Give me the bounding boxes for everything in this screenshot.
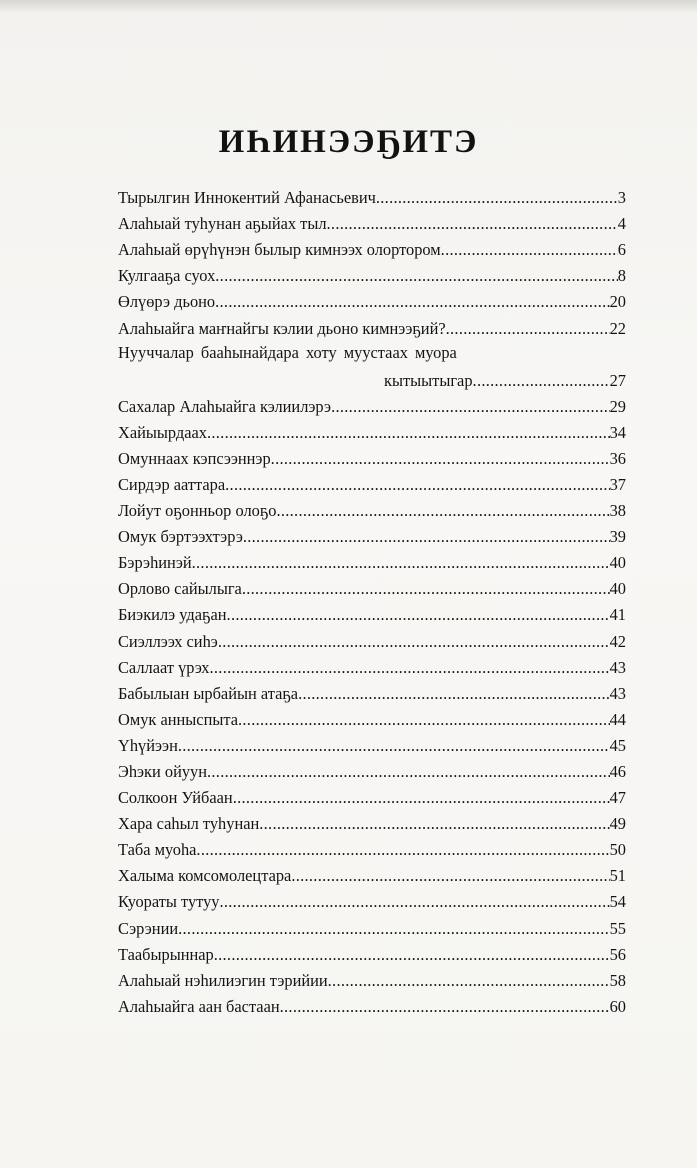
leader-dots — [218, 632, 610, 652]
leader-dots — [331, 397, 610, 417]
toc-entry-page: 50 — [609, 840, 626, 860]
toc-entry-title: Сирдэр ааттара — [118, 474, 226, 494]
toc-entry — [118, 234, 626, 260]
toc-entry-title: Омук анныспыта — [118, 709, 238, 729]
toc-entry-page: 38 — [609, 501, 626, 521]
toc-entry-page: 49 — [609, 814, 626, 834]
toc-entry-page: 6 — [617, 240, 626, 260]
toc-entry — [118, 965, 626, 991]
toc-entry-title: Алаһыайга маҥнайгы кэлии дьоно кимнээҕий? — [118, 318, 446, 338]
leader-dots — [328, 971, 610, 991]
toc-entry-page: 20 — [609, 292, 626, 312]
toc-entry-title: Үһүйээн — [118, 735, 178, 755]
leader-dots — [219, 892, 609, 912]
toc-entry-title: Куораты тутуу — [118, 892, 220, 912]
toc-entry-page: 43 — [609, 657, 626, 677]
toc-entry-page: 58 — [609, 970, 626, 990]
toc-entry-title-continued: кытыытыгар — [384, 370, 473, 390]
toc-entry-page: 4 — [617, 214, 626, 234]
leader-dots — [178, 736, 610, 756]
toc-entry-page: 45 — [609, 735, 626, 755]
toc-entry — [118, 469, 626, 495]
leader-dots — [446, 319, 610, 339]
toc-entry — [118, 260, 626, 286]
toc-entry — [118, 182, 626, 208]
leader-dots — [227, 605, 610, 625]
toc-entry-title: Нууччалар бааһынайдара хоту муустаах муора — [118, 342, 457, 362]
toc-entry-title: Таба муоһа — [118, 840, 197, 860]
toc-entry — [118, 625, 626, 651]
toc-entry — [118, 704, 626, 730]
toc-entry-title: Лойут оҕонньор олоҕо — [118, 501, 277, 521]
table-of-contents — [118, 182, 626, 1017]
toc-entry-title: Бабылыан ырбайын атаҕа — [118, 683, 299, 703]
toc-entry-page: 51 — [609, 866, 626, 886]
toc-entry-title: Биэкилэ удаҕан — [118, 605, 227, 625]
toc-entry-page: 44 — [609, 709, 626, 729]
toc-entry-title: Кулгааҕа суох — [118, 266, 216, 286]
toc-entry-title: Халыма комсомолецтара — [118, 866, 292, 886]
toc-entry-page: 34 — [609, 422, 626, 442]
toc-entry-page: 36 — [609, 448, 626, 468]
leader-dots — [210, 658, 610, 678]
toc-entry — [118, 782, 626, 808]
toc-entry — [118, 834, 626, 860]
toc-entry — [118, 417, 626, 443]
toc-entry-page: 39 — [609, 527, 626, 547]
toc-entry-title: Орлово сайылыга — [118, 579, 242, 599]
leader-dots — [243, 527, 610, 547]
toc-entry — [118, 547, 626, 573]
toc-entry-page: 43 — [609, 683, 626, 703]
toc-entry-title: Алаһыай туһунан аҕыйах тыл — [118, 214, 327, 234]
toc-entry-page: 42 — [609, 631, 626, 651]
leader-dots — [225, 475, 609, 495]
toc-entry — [118, 991, 626, 1017]
toc-entry-title: Таабырыннар — [118, 944, 214, 964]
toc-entry — [118, 939, 626, 965]
leader-dots — [196, 840, 609, 860]
toc-entry-title: Хара саһыл туһунан — [118, 814, 260, 834]
toc-entry-page: 22 — [609, 318, 626, 338]
toc-entry-page: 60 — [609, 996, 626, 1016]
toc-entry-continuation — [118, 367, 626, 391]
leader-dots — [473, 371, 610, 391]
toc-entry-page: 40 — [609, 579, 626, 599]
toc-entry — [118, 339, 626, 391]
toc-entry — [118, 573, 626, 599]
toc-entry-title: Эһэки ойуун — [118, 761, 208, 781]
toc-entry-page: 56 — [609, 944, 626, 964]
toc-entry — [118, 730, 626, 756]
leader-dots — [298, 684, 610, 704]
toc-entry — [118, 208, 626, 234]
leader-dots — [441, 240, 618, 260]
toc-entry-page: 55 — [609, 918, 626, 938]
toc-entry — [118, 286, 626, 312]
toc-entry — [118, 860, 626, 886]
toc-entry-title: Сэрэнии — [118, 918, 179, 938]
toc-entry-page: 41 — [609, 605, 626, 625]
toc-entry-page: 37 — [609, 474, 626, 494]
toc-entry-title: Бэрэһинэй — [118, 553, 192, 573]
toc-entry — [118, 521, 626, 547]
leader-dots — [178, 919, 609, 939]
toc-entry-title: Солкоон Уйбаан — [118, 788, 233, 808]
toc-entry-page: 29 — [609, 396, 626, 416]
toc-entry-title: Алаһыай нэһилиэгин тэрийии — [118, 970, 328, 990]
leader-dots — [215, 292, 609, 312]
toc-entry — [118, 599, 626, 625]
leader-dots — [214, 945, 610, 965]
toc-entry-page: 3 — [617, 188, 626, 208]
leader-dots — [259, 814, 609, 834]
toc-entry — [118, 652, 626, 678]
toc-entry — [118, 912, 626, 938]
toc-entry-title: Омук бэртээхтэрэ — [118, 527, 243, 547]
leader-dots — [291, 866, 609, 886]
page-title: ИҺИНЭЭҔИТЭ — [218, 124, 479, 160]
leader-dots — [215, 266, 618, 286]
toc-entry-page: 54 — [609, 892, 626, 912]
leader-dots — [192, 553, 610, 573]
toc-entry-page: 27 — [609, 370, 626, 390]
toc-entry-title: Саллаат үрэх — [118, 657, 210, 677]
leader-dots — [327, 214, 618, 234]
toc-entry-page: 40 — [609, 553, 626, 573]
leader-dots — [376, 188, 618, 208]
leader-dots — [207, 423, 610, 443]
toc-entry-title: Алаһыайга аан бастаан — [118, 996, 280, 1016]
toc-entry-title: Сиэллээх сиһэ — [118, 631, 218, 651]
toc-entry-page: 47 — [609, 788, 626, 808]
toc-entry — [118, 756, 626, 782]
leader-dots — [238, 710, 610, 730]
toc-entry — [118, 443, 626, 469]
toc-entry-title: Алаһыай өрүһүнэн былыр кимнээх олортором — [118, 240, 441, 260]
toc-entry-page: 8 — [617, 266, 626, 286]
toc-entry-page: 46 — [609, 761, 626, 781]
page-top-edge — [0, 0, 697, 14]
toc-entry — [118, 808, 626, 834]
leader-dots — [276, 501, 609, 521]
toc-entry-title: Өлүөрэ дьоно — [118, 292, 216, 312]
toc-entry-title: Тырылгин Иннокентий Афанасьевич — [118, 188, 376, 208]
toc-entry — [118, 391, 626, 417]
toc-entry-title: Сахалар Алаһыайга кэлиилэрэ — [118, 396, 332, 416]
toc-entry-title: Хайыырдаах — [118, 422, 207, 442]
toc-entry — [118, 312, 626, 338]
leader-dots — [207, 762, 610, 782]
leader-dots — [271, 449, 610, 469]
leader-dots — [233, 788, 610, 808]
toc-entry — [118, 886, 626, 912]
toc-entry — [118, 678, 626, 704]
toc-entry-title: Омуннаах кэпсээннэр — [118, 448, 271, 468]
leader-dots — [280, 997, 610, 1017]
leader-dots — [242, 579, 610, 599]
toc-entry — [118, 495, 626, 521]
